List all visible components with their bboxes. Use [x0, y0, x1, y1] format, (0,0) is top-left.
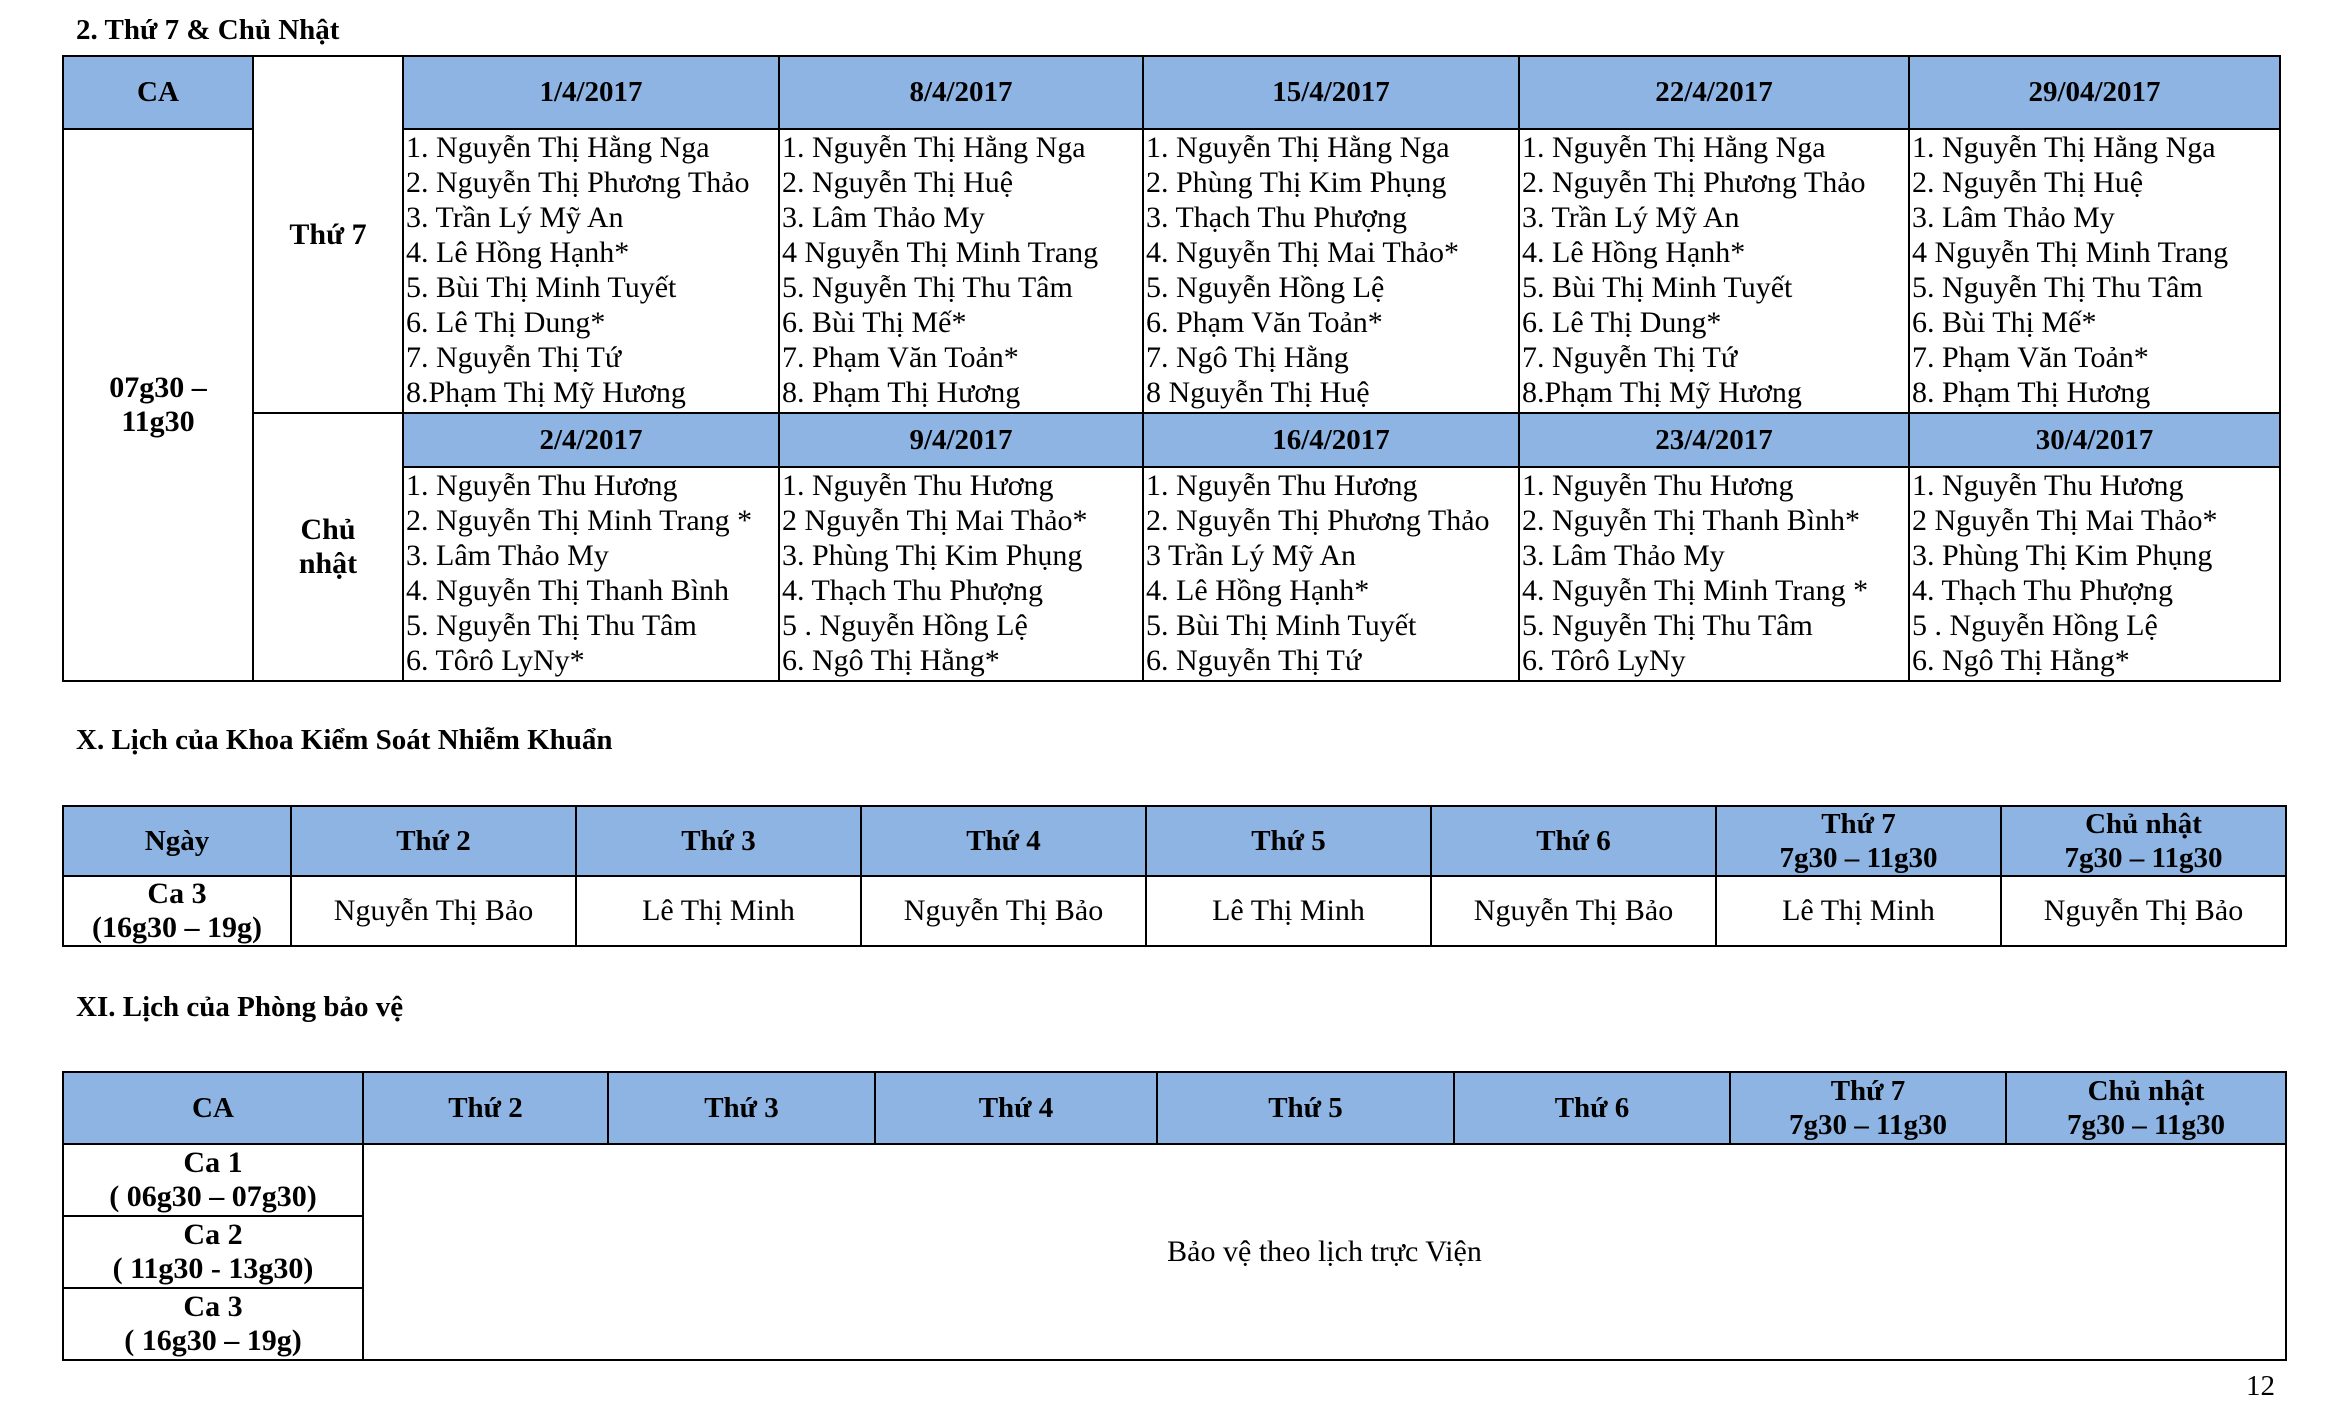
staff-name: 5. Nguyễn Hồng Lệ — [1146, 271, 1385, 304]
staff-name: 4 Nguyễn Thị Minh Trang — [782, 236, 1099, 269]
sun-date-header: 30/4/2017 — [1909, 413, 2280, 467]
staff-name: 5 . Nguyễn Hồng Lệ — [1912, 609, 2158, 642]
assignee-cell: Nguyễn Thị Bảo — [1431, 876, 1716, 946]
staff-name: 8. Phạm Thị Hương — [1912, 376, 2151, 409]
shift-label-line2: ( 16g30 – 19g) — [124, 1324, 302, 1357]
time-slot-line2: 11g30 — [121, 405, 195, 438]
staff-name: 2. Nguyễn Thị Huệ — [782, 166, 1014, 199]
time-slot-cell — [63, 129, 253, 681]
weekday-header: Thứ 4 — [861, 806, 1146, 876]
ca-header: CA — [63, 1072, 363, 1144]
staff-name: 4. Lê Hồng Hạnh* — [1146, 574, 1370, 607]
shift-label-line2: (16g30 – 19g) — [92, 911, 262, 944]
assignee-cell: Nguyễn Thị Bảo — [2001, 876, 2286, 946]
staff-name: 1. Nguyễn Thu Hương — [1146, 469, 1418, 502]
staff-name: 6. Ngô Thị Hằng* — [782, 644, 1000, 677]
day-header: Ngày — [63, 806, 291, 876]
sunday-label-line2: nhật — [298, 547, 358, 580]
staff-name: 5. Bùi Thị Minh Tuyết — [406, 271, 677, 304]
staff-name: 2. Nguyễn Thị Minh Trang * — [406, 504, 753, 537]
staff-name: 4. Lê Hồng Hạnh* — [406, 236, 630, 269]
sun-staff-list — [779, 467, 1143, 681]
staff-name: 3. Thạch Thu Phượng — [1146, 201, 1408, 234]
sun-date-header: 23/4/2017 — [1519, 413, 1909, 467]
shift-label-line2: ( 06g30 – 07g30) — [109, 1180, 317, 1213]
staff-name: 8 Nguyễn Thị Huệ — [1146, 376, 1370, 409]
staff-name: 5. Nguyễn Thị Thu Tâm — [1522, 609, 1813, 642]
shift-label — [63, 876, 291, 946]
weekday-header: Thứ 6 — [1454, 1072, 1730, 1144]
saturday-label: Thứ 7 — [253, 56, 403, 413]
staff-name: 2. Nguyễn Thị Phương Thảo — [1146, 504, 1490, 537]
staff-name: 1. Nguyễn Thị Hằng Nga — [1912, 131, 2216, 164]
staff-name: 6. Bùi Thị Mế* — [1912, 306, 2097, 339]
sun-date-header: 9/4/2017 — [779, 413, 1143, 467]
staff-name: 6. Nguyễn Thị Tứ — [1146, 644, 1362, 677]
time-slot-line1: 07g30 – — [109, 371, 207, 404]
staff-name: 6. Tôrô LyNy — [1522, 644, 1686, 677]
sat-staff-list — [779, 129, 1143, 413]
assignee-cell: Lê Thị Minh — [576, 876, 861, 946]
sat-date-header: 8/4/2017 — [779, 56, 1143, 129]
staff-name: 3. Lâm Thảo My — [782, 201, 985, 234]
staff-name: 5 . Nguyễn Hồng Lệ — [782, 609, 1028, 642]
sat-date-header: 22/4/2017 — [1519, 56, 1909, 129]
staff-name: 7. Nguyễn Thị Tứ — [406, 341, 622, 374]
staff-name: 4. Nguyễn Thị Minh Trang * — [1522, 574, 1869, 607]
staff-name: 3. Trần Lý Mỹ An — [406, 201, 624, 234]
staff-name: 5. Nguyễn Thị Thu Tâm — [782, 271, 1073, 304]
staff-name: 8.Phạm Thị Mỹ Hương — [1522, 376, 1802, 409]
weekday-header: Thứ 3 — [608, 1072, 875, 1144]
saturday-header-line2: 7g30 – 11g30 — [1779, 842, 1938, 874]
sat-staff-list — [1909, 129, 2280, 413]
saturday-header — [1730, 1072, 2006, 1144]
staff-name: 1. Nguyễn Thị Hằng Nga — [406, 131, 710, 164]
weekend-schedule-table — [62, 55, 2281, 682]
staff-name: 1. Nguyễn Thị Hằng Nga — [782, 131, 1086, 164]
staff-name: 6. Ngô Thị Hằng* — [1912, 644, 2130, 677]
staff-name: 3. Trần Lý Mỹ An — [1522, 201, 1740, 234]
weekday-header: Thứ 3 — [576, 806, 861, 876]
sun-staff-list — [403, 467, 779, 681]
weekday-header: Thứ 5 — [1146, 806, 1431, 876]
staff-name: 6. Bùi Thị Mế* — [782, 306, 967, 339]
security-note: Bảo vệ theo lịch trực Viện — [363, 1144, 2286, 1360]
shift-label — [63, 1144, 363, 1216]
staff-name: 2. Nguyễn Thị Phương Thảo — [1522, 166, 1866, 199]
staff-name: 8.Phạm Thị Mỹ Hương — [406, 376, 686, 409]
staff-name: 5. Bùi Thị Minh Tuyết — [1522, 271, 1793, 304]
sun-staff-list — [1909, 467, 2280, 681]
staff-name: 4. Lê Hồng Hạnh* — [1522, 236, 1746, 269]
staff-name: 4. Nguyễn Thị Thanh Bình — [406, 574, 730, 607]
sunday-header-line1: Chủ nhật — [2085, 808, 2202, 840]
security-schedule-table — [62, 1071, 2287, 1361]
staff-name: 1. Nguyễn Thu Hương — [1522, 469, 1794, 502]
ca-header: CA — [63, 56, 253, 129]
staff-name: 1. Nguyễn Thị Hằng Nga — [1146, 131, 1450, 164]
section-11-title: XI. Lịch của Phòng bảo vệ — [76, 991, 404, 1023]
assignee-cell: Nguyễn Thị Bảo — [291, 876, 576, 946]
saturday-header — [1716, 806, 2001, 876]
shift-label-line2: ( 11g30 - 13g30) — [112, 1252, 314, 1285]
weekday-header: Thứ 4 — [875, 1072, 1157, 1144]
staff-name: 3. Lâm Thảo My — [1912, 201, 2115, 234]
sunday-header-line2: 7g30 – 11g30 — [2064, 842, 2223, 874]
section-10-title: X. Lịch của Khoa Kiểm Soát Nhiễm Khuẩn — [76, 724, 613, 756]
staff-name: 1. Nguyễn Thị Hằng Nga — [1522, 131, 1826, 164]
sunday-label-line1: Chủ — [300, 513, 356, 546]
sun-staff-list — [1519, 467, 1909, 681]
weekday-header: Thứ 5 — [1157, 1072, 1454, 1144]
staff-name: 7. Ngô Thị Hằng — [1146, 341, 1349, 374]
staff-name: 2. Phùng Thị Kim Phụng — [1146, 166, 1447, 199]
shift-label-line1: Ca 1 — [183, 1146, 243, 1179]
assignee-cell: Lê Thị Minh — [1716, 876, 2001, 946]
section-2-title: 2. Thứ 7 & Chủ Nhật — [76, 14, 340, 46]
staff-name: 5. Bùi Thị Minh Tuyết — [1146, 609, 1417, 642]
sun-staff-list — [1143, 467, 1519, 681]
staff-name: 7. Nguyễn Thị Tứ — [1522, 341, 1738, 374]
sat-date-header: 1/4/2017 — [403, 56, 779, 129]
sunday-header — [2001, 806, 2286, 876]
staff-name: 4 Nguyễn Thị Minh Trang — [1912, 236, 2229, 269]
saturday-header-line1: Thứ 7 — [1821, 808, 1896, 840]
staff-name: 4. Thạch Thu Phượng — [1912, 574, 2174, 607]
saturday-header-line1: Thứ 7 — [1830, 1075, 1906, 1107]
sunday-header-line1: Chủ nhật — [2087, 1075, 2205, 1107]
infection-control-table — [62, 805, 2287, 947]
sunday-label — [253, 413, 403, 681]
staff-name: 4. Nguyễn Thị Mai Thảo* — [1146, 236, 1460, 269]
weekday-header: Thứ 2 — [363, 1072, 608, 1144]
shift-label-line1: Ca 3 — [147, 877, 207, 910]
sunday-header-line2: 7g30 – 11g30 — [2067, 1109, 2225, 1141]
sat-date-header: 15/4/2017 — [1143, 56, 1519, 129]
assignee-cell: Nguyễn Thị Bảo — [861, 876, 1146, 946]
assignee-cell: Lê Thị Minh — [1146, 876, 1431, 946]
staff-name: 2 Nguyễn Thị Mai Thảo* — [782, 504, 1088, 537]
staff-name: 6. Lê Thị Dung* — [406, 306, 606, 339]
staff-name: 3. Phùng Thị Kim Phụng — [1912, 539, 2213, 572]
staff-name: 2. Nguyễn Thị Phương Thảo — [406, 166, 750, 199]
sat-date-header: 29/04/2017 — [1909, 56, 2280, 129]
weekday-header: Thứ 6 — [1431, 806, 1716, 876]
staff-name: 5. Nguyễn Thị Thu Tâm — [406, 609, 697, 642]
saturday-header-line2: 7g30 – 11g30 — [1789, 1109, 1947, 1141]
staff-name: 1. Nguyễn Thu Hương — [406, 469, 678, 502]
staff-name: 2. Nguyễn Thị Huệ — [1912, 166, 2144, 199]
sat-staff-list — [1519, 129, 1909, 413]
staff-name: 3. Phùng Thị Kim Phụng — [782, 539, 1083, 572]
shift-label — [63, 1216, 363, 1288]
shift-label-line1: Ca 2 — [183, 1218, 243, 1251]
shift-label-line1: Ca 3 — [183, 1290, 243, 1323]
staff-name: 5. Nguyễn Thị Thu Tâm — [1912, 271, 2203, 304]
staff-name: 7. Phạm Văn Toản* — [782, 341, 1019, 374]
staff-name: 1. Nguyễn Thu Hương — [782, 469, 1054, 502]
staff-name: 1. Nguyễn Thu Hương — [1912, 469, 2184, 502]
staff-name: 2 Nguyễn Thị Mai Thảo* — [1912, 504, 2218, 537]
shift-label — [63, 1288, 363, 1360]
sun-date-header: 16/4/2017 — [1143, 413, 1519, 467]
weekday-header: Thứ 2 — [291, 806, 576, 876]
staff-name: 2. Nguyễn Thị Thanh Bình* — [1522, 504, 1861, 537]
sun-date-header: 2/4/2017 — [403, 413, 779, 467]
staff-name: 6. Tôrô LyNy* — [406, 644, 585, 677]
staff-name: 6. Lê Thị Dung* — [1522, 306, 1722, 339]
sat-staff-list — [403, 129, 779, 413]
staff-name: 4. Thạch Thu Phượng — [782, 574, 1044, 607]
staff-name: 7. Phạm Văn Toản* — [1912, 341, 2149, 374]
page-number: 12 — [2246, 1370, 2275, 1402]
staff-name: 3 Trần Lý Mỹ An — [1146, 539, 1357, 572]
sunday-header — [2006, 1072, 2286, 1144]
staff-name: 8. Phạm Thị Hương — [782, 376, 1021, 409]
staff-name: 6. Phạm Văn Toản* — [1146, 306, 1383, 339]
staff-name: 3. Lâm Thảo My — [406, 539, 609, 572]
sat-staff-list — [1143, 129, 1519, 413]
staff-name: 3. Lâm Thảo My — [1522, 539, 1725, 572]
